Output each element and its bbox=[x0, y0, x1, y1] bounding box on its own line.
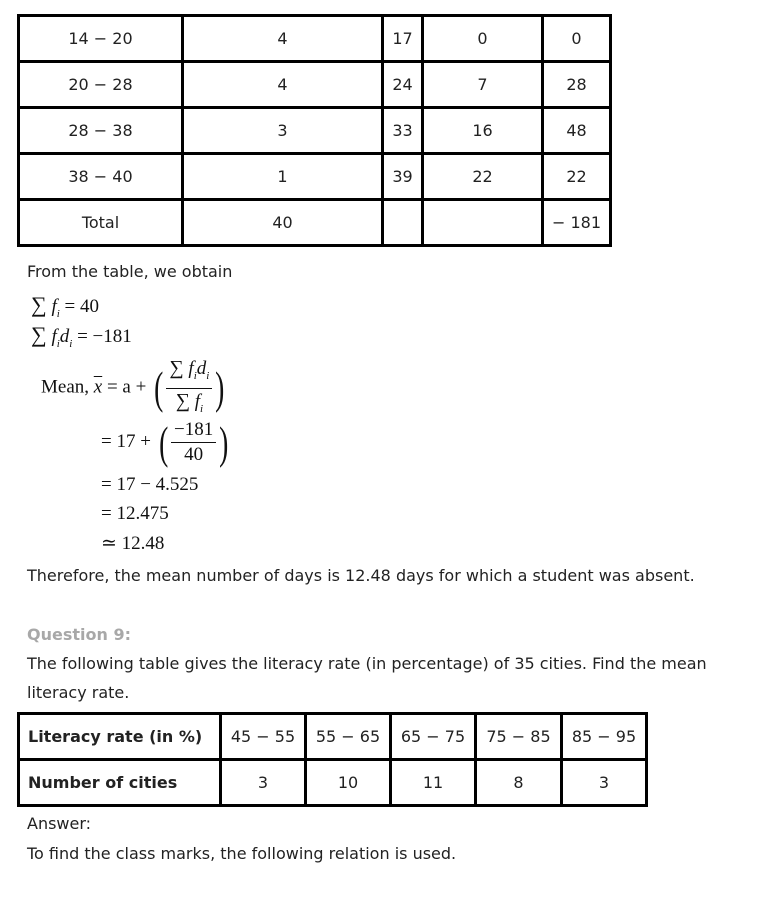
table-cell: Total bbox=[19, 200, 183, 246]
table-cell: 75 − 85 bbox=[476, 714, 562, 760]
literacy-table bbox=[17, 712, 648, 807]
question-line-2: literacy rate. bbox=[27, 683, 130, 702]
question-heading: Question 9: bbox=[27, 625, 131, 644]
frequency-table bbox=[17, 14, 612, 247]
table-row bbox=[19, 108, 611, 154]
mean-formula: Mean, $\overline{x} = a$ + ( $\frac{\sum f_id_i}{\sum f_i}$ ) bbox=[41, 357, 225, 415]
table-cell: 1 bbox=[183, 154, 383, 200]
answer-label: Answer: bbox=[27, 814, 92, 833]
table-cell: 10 bbox=[306, 760, 391, 806]
table-cell: Literacy rate (in %) bbox=[19, 714, 221, 760]
table-cell: 16 bbox=[423, 108, 543, 154]
table-cell: 39 bbox=[383, 154, 423, 200]
table-cell: 11 bbox=[391, 760, 476, 806]
table-cell: 33 bbox=[383, 108, 423, 154]
sum-fd-equation: ∑ $f_id_i = -181$ bbox=[31, 322, 132, 350]
table-cell: 20 − 28 bbox=[19, 62, 183, 108]
table-row bbox=[19, 154, 611, 200]
table-cell: 45 − 55 bbox=[221, 714, 306, 760]
table-cell: 40 bbox=[183, 200, 383, 246]
table-cell: 3 bbox=[562, 760, 647, 806]
from-table-text: From the table, we obtain bbox=[27, 262, 233, 281]
table-cell: Number of cities bbox=[19, 760, 221, 806]
mean-step-2: = 17 − 4.525 bbox=[101, 474, 199, 495]
table-cell: 17 bbox=[383, 16, 423, 62]
table-cell: 0 bbox=[423, 16, 543, 62]
table-cell: 55 − 65 bbox=[306, 714, 391, 760]
literacy-header-row bbox=[19, 714, 647, 760]
relation-text: To find the class marks, the following relation is used. bbox=[27, 844, 457, 863]
table-cell: 65 − 75 bbox=[391, 714, 476, 760]
table-cell: 3 bbox=[221, 760, 306, 806]
mean-step-3: = 12.475 bbox=[101, 503, 169, 524]
table-cell: 38 − 40 bbox=[19, 154, 183, 200]
table-cell: 85 − 95 bbox=[562, 714, 647, 760]
table-cell bbox=[423, 200, 543, 246]
literacy-value-row bbox=[19, 760, 647, 806]
table-cell: 8 bbox=[476, 760, 562, 806]
table-row bbox=[19, 62, 611, 108]
table-cell: 4 bbox=[183, 62, 383, 108]
table-cell: 22 bbox=[543, 154, 611, 200]
mean-step-4: ≃ 12.48 bbox=[101, 533, 165, 554]
table-cell: 28 bbox=[543, 62, 611, 108]
table-cell: 0 bbox=[543, 16, 611, 62]
table-cell: 3 bbox=[183, 108, 383, 154]
table-cell: 48 bbox=[543, 108, 611, 154]
table-cell: 4 bbox=[183, 16, 383, 62]
table-cell bbox=[383, 200, 423, 246]
table-cell: 14 − 20 bbox=[19, 16, 183, 62]
table-cell: 22 bbox=[423, 154, 543, 200]
table-cell: 7 bbox=[423, 62, 543, 108]
question-line-1: The following table gives the literacy rate (in percentage) of 35 cities. Find the mean bbox=[27, 654, 707, 673]
mean-step-1: = 17 + ( $\frac{-181}{40}$ ) bbox=[101, 416, 229, 468]
table-cell: 28 − 38 bbox=[19, 108, 183, 154]
table-row bbox=[19, 16, 611, 62]
table-cell: 24 bbox=[383, 62, 423, 108]
sum-f-equation: ∑ $f_i = 40$ bbox=[31, 292, 99, 320]
table-row bbox=[19, 200, 611, 246]
table-cell: − 181 bbox=[543, 200, 611, 246]
therefore-text: Therefore, the mean number of days is 12.48 days for which a student was absent. bbox=[27, 566, 695, 585]
